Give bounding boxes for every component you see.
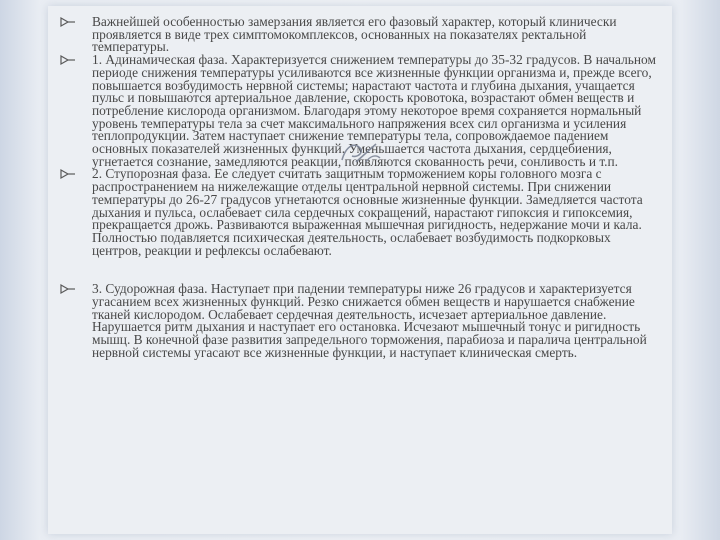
- arrow-bullet-icon: [60, 54, 76, 66]
- arrow-bullet-icon: [60, 283, 76, 295]
- bullet-paragraph-phase-3: [60, 283, 660, 359]
- slide-content: [60, 16, 660, 360]
- arrow-bullet-icon: [60, 16, 76, 28]
- watermark-logo-icon: [336, 138, 382, 166]
- paragraph-text: 3. Судорожная фаза. Наступает при падении температуры ниже 26 градусов и характеризуется угасанием всех жизненных функций. Резко снижается обмен веществ и нарушается снабжение тканей кислородом. Ослабевает сердечная деятельность, исчезает артериальное давление. Нарушается ритм дыхания и наступает его остановка. Исчезают мышечный тонус и ригидность мышц. В конечной фазе развития запредельного торможения, парабиоза и паралича центральной нервной системы угасают все жизненные функции, и наступает клиническая смерть.: [92, 281, 647, 360]
- bullet-paragraph-phase-2: [60, 168, 660, 257]
- paragraph-spacer: [60, 257, 660, 283]
- paragraph-text: 2. Ступорозная фаза. Ее следует считать защитным торможением коры головного мозга с распространением на нижележащие отделы центральной нервной системы. При снижении температуры до 26-27 градусов угнетаются основные жизненные функции. Замедляется частота дыхания и пульса, ослабевает сила сердечных сокращений, нарастают гипоксия и гипоксемия, прекращается дрожь. Развиваются выраженная мышечная ригидность, недержание мочи и кала. Полностью подавляется психическая деятельность, ослабевает возбудимость подкорковых центров, реакции и рефлексы ослабевают.: [92, 166, 643, 258]
- bullet-paragraph-intro: [60, 16, 660, 54]
- arrow-bullet-icon: [60, 168, 76, 180]
- paragraph-text: Важнейшей особенностью замерзания является его фазовый характер, который клинически проявляется в виде трех симптомокомплексов, основанных на показателях ректальной температуры.: [92, 14, 617, 55]
- paragraph-text: 1. Адинамическая фаза. Характеризуется снижением температуры до 35-32 градусов. В начальном периоде снижения температуры усиливаются все жизненные функции организма и, прежде всего, повышается возбудимость нервной системы; нарастают частота и глубина дыхания, учащается пульс и повышаются артериальное давление, скорость кровотока, возрастают обмен веществ и потребление кислорода организмом. Благодаря этому некоторое время сохраняется нормальный уровень температуры тела за счет максимального напряжения всех сил организма и усиления теплопродукции. Затем наступает снижение температуры тела, сопровождаемое падением основных показателей жизненных функций. Уменьшается частота дыхания, сердцебиения, угнетается сознание, замедляются реакции, появляются скованность речи, сонливость и т.п.: [92, 52, 656, 169]
